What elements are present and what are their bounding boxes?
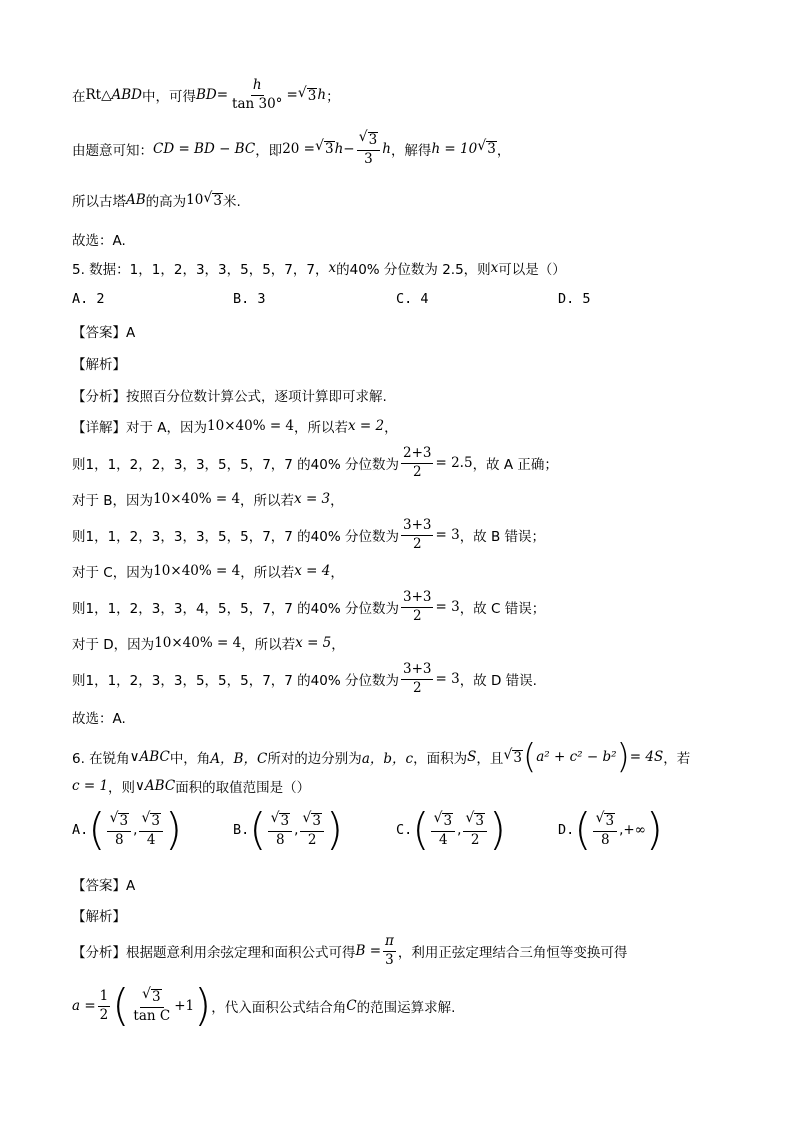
- option-label: B.: [233, 822, 250, 838]
- option-b: B. ( √ 3 8 , √ 3 2 ): [233, 804, 344, 855]
- text: ，故 A 正确；: [472, 457, 558, 474]
- sqrt: √ 3: [297, 84, 317, 104]
- text: 米.: [222, 194, 241, 210]
- detail-line: [72, 489, 344, 509]
- text: h: [334, 140, 344, 157]
- radicand: 3: [605, 813, 615, 830]
- text: ，: [330, 493, 344, 509]
- text: ，: [496, 142, 511, 159]
- numerator: h: [251, 78, 264, 96]
- option-label: C.: [396, 822, 413, 838]
- detail-line: [72, 446, 558, 480]
- denominator: 8: [600, 832, 610, 848]
- answer-label: 【答案】A: [72, 878, 136, 894]
- text: = 3: [435, 527, 460, 544]
- text: 对于 C，因为: [72, 565, 154, 581]
- text: C: [346, 998, 357, 1014]
- expression: a² + c² − b²: [536, 749, 617, 765]
- text: 对于 D，因为: [72, 637, 155, 653]
- radicand: 3: [475, 813, 484, 830]
- question-text: ，且: [476, 751, 504, 767]
- text: 则1，1，2，3，3，5，5，5，7，7 的40% 分位数为: [72, 673, 399, 690]
- text: 【详解】对于 A，因为: [72, 420, 208, 436]
- text: x: [490, 260, 499, 276]
- text: ；: [326, 89, 340, 106]
- text: h = 10: [431, 140, 478, 157]
- question-text: ，面积为: [413, 751, 468, 767]
- text: ，利用正弦定理结合三角恒等变换可得: [397, 945, 628, 962]
- denominator: 8: [275, 832, 285, 848]
- text: 20 =: [282, 140, 315, 157]
- sqrt: √ 3: [503, 746, 522, 766]
- numerator: 1: [98, 989, 111, 1007]
- text: 由题意可知：: [72, 142, 153, 159]
- text: ，所以若: [294, 420, 349, 436]
- text: c = 1: [72, 778, 109, 794]
- numerator: π: [383, 934, 396, 952]
- detail-line: [72, 416, 398, 436]
- answer-label: 【答案】A: [72, 325, 136, 341]
- sqrt: √ 3: [314, 138, 334, 158]
- text: ，: [330, 565, 344, 581]
- text: 故选：A.: [72, 233, 126, 249]
- denominator: 2: [99, 1006, 109, 1023]
- text: ，故 D 错误.: [459, 673, 537, 690]
- equation: CD = BD − BC: [153, 140, 256, 157]
- fraction: [401, 446, 434, 480]
- option-d: D. ( √ 3 8 , +∞ ): [558, 804, 664, 855]
- question-6-line-2: [72, 776, 310, 796]
- text: x: [328, 260, 337, 276]
- text: ABD: [111, 87, 142, 104]
- text: B =: [355, 943, 382, 960]
- analysis-label: 【解析】: [72, 357, 126, 373]
- text: x = 4: [294, 563, 331, 579]
- text: ，所以若: [241, 637, 296, 653]
- option-a: A. ( √ 3 8 , √ 3 4 ): [72, 804, 183, 855]
- text: ，: [331, 637, 345, 653]
- analysis-text: [72, 934, 627, 968]
- text: A，B，C: [210, 751, 268, 767]
- denominator: 2: [412, 607, 422, 624]
- radicand: 3: [443, 813, 453, 830]
- radicand: 3: [152, 989, 161, 1006]
- numerator: 3+3: [401, 662, 434, 680]
- text: ∨ABC: [129, 749, 170, 765]
- radicand: 3: [119, 813, 129, 830]
- question-5: [72, 258, 566, 278]
- text: ，故 B 错误；: [459, 529, 546, 546]
- text: = 4S: [629, 749, 664, 765]
- question-text: 中，角: [169, 751, 211, 767]
- answer-choice-line: 故选：A.: [72, 711, 126, 727]
- question-text: 的40% 分位数为 2.5，则: [336, 262, 491, 278]
- paren: ): [488, 804, 507, 855]
- fraction: [401, 662, 434, 696]
- detail-line: [72, 518, 545, 552]
- line-rt-triangle: [72, 78, 340, 112]
- paren: ): [194, 980, 212, 1031]
- radicand: 3: [280, 813, 290, 830]
- text: 则1，1，2，3，3，3，5，5，7，7 的40% 分位数为: [72, 529, 399, 546]
- fraction: [401, 518, 434, 552]
- text: ，故 C 错误；: [459, 601, 546, 618]
- paren: (: [574, 804, 592, 855]
- option-c: C. ( √ 3 4 , √ 3 2 ): [396, 804, 507, 855]
- option-label: A.: [72, 822, 89, 838]
- analysis-label: 【解析】: [72, 909, 126, 925]
- text: 对于 B，因为: [72, 493, 154, 509]
- fraction: [357, 130, 381, 167]
- text: 10×40% = 4: [207, 418, 295, 434]
- text: ∨ABC: [135, 778, 176, 794]
- text: 则1，1，2，3，3，4，5，5，7，7 的40% 分位数为: [72, 601, 399, 618]
- question-text: 面积的取值范围是（）: [175, 780, 311, 796]
- text: = 3: [435, 671, 460, 688]
- denominator: 3: [385, 951, 394, 968]
- text: ，即: [255, 142, 283, 159]
- numerator: 2+3: [401, 446, 434, 464]
- text: +1: [174, 998, 195, 1014]
- denominator: tan 30°: [232, 95, 283, 112]
- text: 10×40% = 4: [153, 491, 241, 507]
- question-text: ，则: [108, 780, 136, 796]
- denominator: 3: [364, 150, 373, 167]
- question-text: 所对的边分别为: [267, 751, 362, 767]
- text: ，所以若: [240, 565, 295, 581]
- denominator: 2: [412, 535, 422, 552]
- text: BD: [195, 87, 217, 104]
- denominator: 2: [470, 832, 480, 848]
- radicand: 3: [307, 87, 317, 104]
- text: 中，可得: [141, 89, 196, 106]
- text: a，b，c: [361, 751, 414, 767]
- denominator: 4: [146, 832, 156, 848]
- question-6: 6. 在锐角 ∨ABC 中，角 A，B，C 所对的边分别为 a，b，c ，面积为 S ，且 √ 3 ( a² + c² − b² ) = 4S ，若: [72, 737, 691, 777]
- text: x = 3: [294, 491, 331, 507]
- text: x = 5: [295, 635, 332, 651]
- text: = 3: [435, 599, 460, 616]
- option-b: B. 3: [233, 291, 266, 307]
- text: 所以古塔: [72, 194, 126, 210]
- denominator: 4: [438, 832, 448, 848]
- detail-line: [72, 561, 344, 581]
- text: 10×40% = 4: [153, 563, 241, 579]
- text: =: [286, 87, 298, 104]
- paren: ): [164, 804, 183, 855]
- text: x = 2: [348, 418, 385, 434]
- option-label: D.: [558, 822, 575, 838]
- line-conclusion: [72, 190, 241, 210]
- denominator: tan C: [133, 1008, 171, 1024]
- detail-line: [72, 590, 545, 624]
- question-text: 6. 在锐角: [72, 751, 130, 767]
- detail-line: [72, 633, 345, 653]
- text: S: [467, 749, 477, 765]
- infinity: +∞: [623, 822, 646, 838]
- text: −: [343, 140, 355, 157]
- fraction: [401, 590, 434, 624]
- text: =: [216, 87, 229, 104]
- text: h: [382, 140, 391, 157]
- paren: ): [645, 804, 664, 855]
- analysis-text: 【分析】按照百分位数计算公式，逐项计算即可求解.: [72, 389, 387, 405]
- text: 10: [186, 192, 204, 208]
- radicand: 3: [513, 749, 522, 766]
- paren: (: [412, 804, 430, 855]
- text: AB: [126, 192, 146, 208]
- text: 则1，1，2，2，3，3，5，5，7，7 的40% 分位数为: [72, 457, 399, 474]
- text: h: [317, 87, 327, 104]
- option-d: D. 5: [558, 291, 591, 307]
- denominator: 2: [412, 463, 422, 480]
- denominator: 2: [412, 679, 422, 696]
- radicand: 3: [325, 141, 334, 158]
- fraction: [98, 989, 111, 1023]
- denominator: 8: [114, 832, 124, 848]
- denominator: 2: [307, 832, 317, 848]
- option-a: A. 2: [72, 291, 105, 307]
- fraction: √ 3 tan C: [133, 986, 171, 1024]
- numerator: 3+3: [401, 518, 434, 536]
- question-text: ，若: [663, 751, 691, 767]
- paren: (: [88, 804, 106, 855]
- numerator: 3+3: [401, 590, 434, 608]
- paren: (: [112, 980, 130, 1031]
- question-text: 可以是（）: [498, 262, 566, 278]
- fraction: [383, 934, 396, 968]
- paren: (: [249, 804, 267, 855]
- text: ，: [384, 420, 398, 436]
- text: 10×40% = 4: [154, 635, 242, 651]
- analysis-text-2: [72, 980, 456, 1031]
- sqrt: √ 3: [477, 138, 496, 158]
- text: ，解得: [390, 142, 432, 159]
- question-text: 5. 数据：1，1，2，3，3，5，5，7，7，: [72, 262, 329, 278]
- numerator: √ 3: [357, 130, 381, 151]
- text: Rt: [85, 87, 102, 104]
- text: ，所以若: [240, 493, 295, 509]
- answer-choice-line: [72, 229, 126, 249]
- detail-line: [72, 662, 537, 696]
- text: 的范围运算求解.: [356, 1000, 456, 1016]
- paren: ): [325, 804, 344, 855]
- text: a =: [72, 998, 96, 1014]
- radicand: 3: [487, 141, 496, 158]
- radicand: 3: [312, 813, 321, 830]
- radicand: 3: [213, 192, 222, 209]
- line-solve-h: [72, 130, 510, 167]
- text: ，代入面积公式结合角: [211, 1000, 347, 1016]
- option-c: C. 4: [396, 291, 429, 307]
- sqrt: √ 3: [203, 189, 222, 209]
- fraction: [230, 78, 284, 112]
- text: 在: [72, 89, 86, 106]
- text: 的高为: [145, 194, 187, 210]
- triangle-symbol: △: [101, 87, 112, 104]
- radicand: 3: [368, 132, 378, 148]
- text: = 2.5: [435, 455, 473, 472]
- text: 【分析】根据题意利用余弦定理和面积公式可得: [72, 945, 356, 962]
- radicand: 3: [151, 813, 160, 830]
